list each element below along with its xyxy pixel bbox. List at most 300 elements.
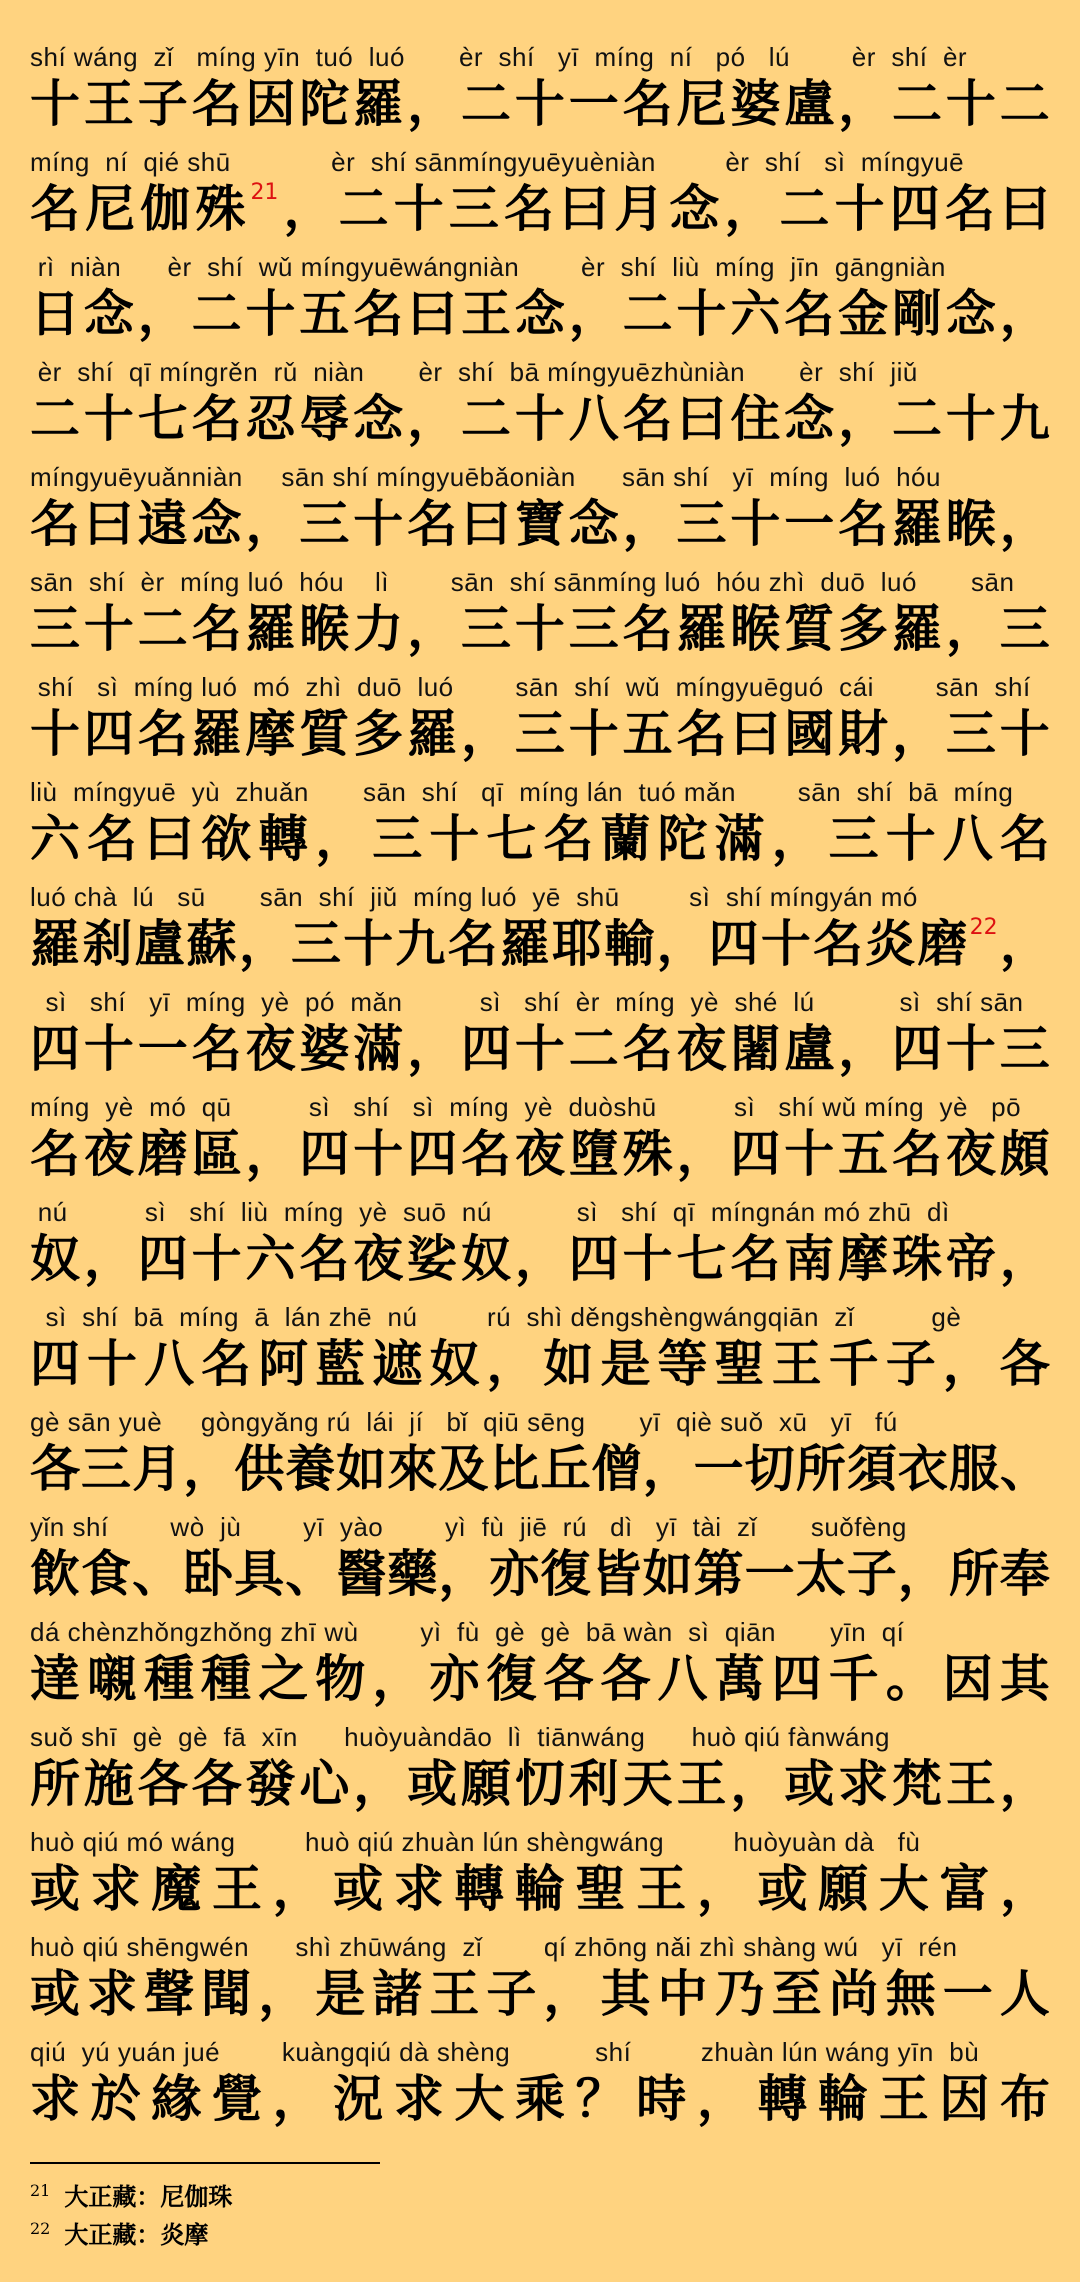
hanzi-char: 七 xyxy=(137,390,188,448)
pinyin-row: shí wáng zǐ míng yīn tuó luó èr shí yī míng ní pó lú èr shí èr xyxy=(30,42,968,72)
hanzi-char: 太 xyxy=(795,1545,846,1603)
hanzi-char: 名 xyxy=(191,1020,242,1078)
hanzi-char: 磨 xyxy=(917,915,968,973)
hanzi-char: 千 xyxy=(828,1335,879,1393)
hanzi-char: ， xyxy=(945,600,996,658)
hanzi-char: 是 xyxy=(600,1335,651,1393)
hanzi-char: 七 xyxy=(676,1230,727,1288)
footnote-marker[interactable]: 21 xyxy=(250,180,279,205)
text-line xyxy=(30,250,1050,355)
hanzi-row xyxy=(30,1964,1050,2024)
hanzi-char: 各 xyxy=(30,1440,80,1498)
pinyin-row: rì niàn èr shí wǔ míngyuēwángniàn èr shí liù míng jīn gāngniàn xyxy=(30,252,946,282)
hanzi-char: 十 xyxy=(760,915,811,973)
text-line xyxy=(30,355,1050,460)
hanzi-char: 二 xyxy=(137,600,188,658)
hanzi-char: 滿 xyxy=(714,810,765,868)
hanzi-char: 等 xyxy=(657,1335,708,1393)
hanzi-char: 曰 xyxy=(559,180,610,238)
hanzi-char: 寶 xyxy=(514,495,565,553)
hanzi-char: 轉 xyxy=(258,810,309,868)
hanzi-char: 羅 xyxy=(892,495,942,553)
hanzi-char: 金 xyxy=(838,285,889,343)
hanzi-char: 四 xyxy=(730,1125,781,1183)
hanzi-char: 所 xyxy=(30,1755,80,1813)
hanzi-char: 九 xyxy=(999,390,1050,448)
hanzi-char: 王 xyxy=(429,1965,480,2023)
hanzi-char: 羅 xyxy=(353,75,404,133)
hanzi-row xyxy=(30,1124,1050,1184)
hanzi-char: 二 xyxy=(461,390,511,448)
hanzi-row xyxy=(30,74,1050,134)
hanzi-char: 食 xyxy=(81,1545,132,1603)
hanzi-char: 質 xyxy=(784,600,835,658)
hanzi-char: 念 xyxy=(568,495,619,553)
hanzi-char: 三 xyxy=(828,810,879,868)
hanzi-char: 質 xyxy=(299,705,350,763)
footnotes xyxy=(30,2172,630,2248)
hanzi-char: 睺 xyxy=(730,600,781,658)
hanzi-char: 因 xyxy=(942,1650,993,1708)
hanzi-char: 墮 xyxy=(568,1125,619,1183)
footnote-item xyxy=(30,2172,630,2210)
text-line xyxy=(30,880,1050,985)
hanzi-char: 王 xyxy=(461,285,511,343)
footnote-number: 21 xyxy=(30,2181,51,2200)
hanzi-char: 四 xyxy=(299,1125,350,1183)
hanzi-char: 亦 xyxy=(429,1650,480,1708)
hanzi-char: 盧 xyxy=(134,915,185,973)
hanzi-char: ， xyxy=(642,1440,693,1498)
hanzi-char: 各 xyxy=(600,1650,651,1708)
hanzi-char: 五 xyxy=(299,285,350,343)
hanzi-char: 名 xyxy=(201,1335,252,1393)
text-line xyxy=(30,1510,1050,1615)
text-line xyxy=(30,1300,1050,1405)
hanzi-char: 曰 xyxy=(144,810,195,868)
hanzi-row xyxy=(30,1229,1050,1289)
hanzi-char: 十 xyxy=(191,1230,242,1288)
hanzi-char: 卧 xyxy=(183,1545,234,1603)
hanzi-char: ， xyxy=(999,1755,1050,1813)
hanzi-char: 名 xyxy=(87,810,138,868)
hanzi-char: 於 xyxy=(90,2070,141,2128)
hanzi-char: 奴 xyxy=(461,1230,511,1288)
hanzi-char: 利 xyxy=(568,1755,619,1813)
hanzi-char: 名 xyxy=(999,810,1050,868)
hanzi-row xyxy=(30,284,1050,344)
hanzi-char: 十 xyxy=(514,600,565,658)
hanzi-char: 阿 xyxy=(258,1335,309,1393)
pinyin-row: míngyuēyuǎnniàn sān shí míngyuēbǎoniàn sān shí yī míng luó hóu xyxy=(30,462,941,492)
hanzi-char: ， xyxy=(942,1335,993,1393)
hanzi-row xyxy=(30,1019,1050,1079)
hanzi-char: 輸 xyxy=(604,915,655,973)
hanzi-char: 婆 xyxy=(299,1020,350,1078)
hanzi-char: ， xyxy=(407,75,458,133)
hanzi-char: 名 xyxy=(191,75,242,133)
hanzi-char: 如 xyxy=(543,1335,594,1393)
hanzi-char: 願 xyxy=(461,1755,511,1813)
hanzi-char: ， xyxy=(407,1020,458,1078)
hanzi-char: 三 xyxy=(999,1020,1050,1078)
hanzi-char: ， xyxy=(83,1230,134,1288)
hanzi-char: ， xyxy=(407,600,458,658)
hanzi-char: 陀 xyxy=(657,810,708,868)
pinyin-row: míng yè mó qū sì shí sì míng yè duòshū sì shí wǔ míng yè pō xyxy=(30,1092,1022,1122)
hanzi-char: 珠 xyxy=(892,1230,942,1288)
hanzi-char: 忍 xyxy=(245,390,296,448)
hanzi-char: 念 xyxy=(353,390,404,448)
hanzi-char: 聖 xyxy=(714,1335,765,1393)
hanzi-char: 各 xyxy=(543,1650,594,1708)
hanzi-char: 三 xyxy=(999,600,1050,658)
hanzi-row xyxy=(30,809,1050,869)
hanzi-char: 摩 xyxy=(245,705,296,763)
hanzi-char: 其 xyxy=(600,1965,651,2023)
hanzi-char: 千 xyxy=(828,1650,879,1708)
hanzi-char: 帝 xyxy=(945,1230,996,1288)
hanzi-char: 頗 xyxy=(999,1125,1050,1183)
hanzi-char: 聲 xyxy=(144,1965,195,2023)
hanzi-char: 二 xyxy=(461,75,511,133)
hanzi-char: 是 xyxy=(315,1965,366,2023)
hanzi-char: 十 xyxy=(999,705,1050,763)
hanzi-char: 十 xyxy=(343,915,394,973)
hanzi-char: 王 xyxy=(83,75,134,133)
hanzi-char: 四 xyxy=(889,180,940,238)
pinyin-row: sì shí bā míng ā lán zhē nú rú shì děngshèngwángqiān zǐ gè xyxy=(30,1302,962,1332)
pinyin-row: míng ní qié shū èr shí sānmíngyuēyuèniàn èr shí sì míngyuē xyxy=(30,147,965,177)
hanzi-char: 皆 xyxy=(591,1545,642,1603)
hanzi-char: ， xyxy=(999,915,1050,973)
hanzi-char: 名 xyxy=(30,495,80,553)
hanzi-char: 十 xyxy=(87,1335,138,1393)
hanzi-row xyxy=(30,179,1050,239)
hanzi-char: 三 xyxy=(514,705,565,763)
hanzi-char: 來 xyxy=(387,1440,438,1498)
hanzi-char: ， xyxy=(656,915,707,973)
hanzi-char: 住 xyxy=(730,390,781,448)
hanzi-char: 四 xyxy=(30,1335,80,1393)
hanzi-char: 念 xyxy=(784,390,835,448)
hanzi-char: 因 xyxy=(245,75,296,133)
hanzi-char: 萬 xyxy=(714,1650,765,1708)
hanzi-char: 八 xyxy=(568,390,619,448)
hanzi-char: 種 xyxy=(144,1650,195,1708)
text-line xyxy=(30,1090,1050,1195)
hanzi-char: 各 xyxy=(191,1755,242,1813)
hanzi-char: 醫 xyxy=(336,1545,387,1603)
hanzi-row xyxy=(30,1439,1050,1499)
hanzi-char: ， xyxy=(568,285,619,343)
pinyin-row: shí sì míng luó mó zhì duō luó sān shí wǔ míngyuēguó cái sān shí xyxy=(30,672,1031,702)
hanzi-char: 王 xyxy=(636,1860,687,1918)
hanzi-char: 之 xyxy=(258,1650,309,1708)
hanzi-char: 乘 xyxy=(515,2070,565,2128)
hanzi-char: 物 xyxy=(315,1650,366,1708)
hanzi-char: 羅 xyxy=(30,915,80,973)
hanzi-char: 十 xyxy=(945,1020,996,1078)
hanzi-char: ， xyxy=(999,285,1050,343)
hanzi-char: 多 xyxy=(838,600,889,658)
hanzi-char: 大 xyxy=(878,1860,929,1918)
hanzi-char: 心 xyxy=(299,1755,350,1813)
hanzi-char: 十 xyxy=(784,1125,835,1183)
hanzi-char: 切 xyxy=(744,1440,795,1498)
hanzi-char: 盧 xyxy=(784,1020,835,1078)
footnote-number: 22 xyxy=(30,2219,51,2238)
hanzi-char: 尼 xyxy=(676,75,727,133)
hanzi-char: 八 xyxy=(144,1335,195,1393)
hanzi-char: 或 xyxy=(30,1860,80,1918)
hanzi-char: 、 xyxy=(285,1545,336,1603)
hanzi-char: 名 xyxy=(461,1125,511,1183)
hanzi-char: 盧 xyxy=(784,75,835,133)
hanzi-char: 九 xyxy=(395,915,446,973)
hanzi-char: ， xyxy=(543,1965,594,2023)
hanzi-char: 奴 xyxy=(30,1230,80,1288)
pinyin-row: èr shí qī míngrěn rǔ niàn èr shí bā míngyuēzhùniàn èr shí jiǔ xyxy=(30,357,918,387)
hanzi-char: 十 xyxy=(885,810,936,868)
hanzi-char: 四 xyxy=(461,1020,511,1078)
hanzi-char: ， xyxy=(438,1545,489,1603)
hanzi-char: 羅 xyxy=(191,705,242,763)
hanzi-char: 遮 xyxy=(372,1335,423,1393)
hanzi-char: 一 xyxy=(784,495,835,553)
text-line xyxy=(30,145,1050,250)
hanzi-char: 藥 xyxy=(387,1545,438,1603)
hanzi-char: ， xyxy=(838,75,889,133)
hanzi-char: 王 xyxy=(878,2070,929,2128)
hanzi-char: ， xyxy=(245,1125,296,1183)
hanzi-char: 二 xyxy=(892,75,942,133)
hanzi-char: 轉 xyxy=(757,2070,808,2128)
hanzi-char: 中 xyxy=(657,1965,708,2023)
hanzi-char: 夜 xyxy=(945,1125,996,1183)
pinyin-row: nú sì shí liù míng yè suō nú sì shí qī míngnán mó zhū dì xyxy=(30,1197,950,1227)
hanzi-char: 各 xyxy=(999,1335,1050,1393)
hanzi-char: 財 xyxy=(838,705,889,763)
hanzi-char: 人 xyxy=(999,1965,1050,2023)
hanzi-char: 國 xyxy=(784,705,835,763)
hanzi-char: ， xyxy=(514,1230,565,1288)
hanzi-char: 十 xyxy=(514,75,565,133)
hanzi-char: 種 xyxy=(201,1650,252,1708)
hanzi-char: 夜 xyxy=(676,1020,727,1078)
hanzi-char: 四 xyxy=(407,1125,458,1183)
hanzi-char: 十 xyxy=(353,1125,404,1183)
hanzi-char: 王 xyxy=(211,1860,262,1918)
hanzi-char: 梵 xyxy=(892,1755,942,1813)
hanzi-char: ， xyxy=(676,1125,727,1183)
hanzi-char: ， xyxy=(407,390,458,448)
pinyin-row: huò qiú shēngwén shì zhūwáng zǐ qí zhōng nǎi zhì shàng wú yī rén xyxy=(30,1932,958,1962)
hanzi-char: 曰 xyxy=(676,390,727,448)
hanzi-char: 曰 xyxy=(999,180,1050,238)
hanzi-char: 如 xyxy=(642,1545,693,1603)
hanzi-char: ， xyxy=(892,705,942,763)
hanzi-char: 夜 xyxy=(353,1230,404,1288)
hanzi-char: 聖 xyxy=(575,1860,626,1918)
hanzi-char: 求 xyxy=(393,2070,444,2128)
hanzi-char: 遠 xyxy=(137,495,188,553)
hanzi-char: 具 xyxy=(234,1545,285,1603)
hanzi-char: ， xyxy=(183,1440,234,1498)
hanzi-char: 四 xyxy=(892,1020,942,1078)
hanzi-char: 二 xyxy=(191,285,242,343)
hanzi-char: 或 xyxy=(407,1755,458,1813)
footnote-text: 大正藏：炎摩 xyxy=(64,2220,209,2249)
hanzi-char: 僧 xyxy=(591,1440,642,1498)
hanzi-char: ， xyxy=(258,1965,309,2023)
hanzi-char: ， xyxy=(238,915,289,973)
footnote-text: 大正藏：尼伽珠 xyxy=(64,2182,233,2211)
hanzi-char: 一 xyxy=(693,1440,744,1498)
hanzi-char: ， xyxy=(315,810,366,868)
hanzi-char: 七 xyxy=(486,810,537,868)
pinyin-row: suǒ shī gè gè fā xīn huòyuàndāo lì tiānwáng huò qiú fànwáng xyxy=(30,1722,890,1752)
hanzi-char: 三 xyxy=(30,600,80,658)
hanzi-char: 或 xyxy=(757,1860,808,1918)
hanzi-char: 布 xyxy=(1000,2070,1050,2128)
hanzi-char: 養 xyxy=(285,1440,336,1498)
hanzi-char: 念 xyxy=(514,285,565,343)
text-line xyxy=(30,1405,1050,1510)
hanzi-char: 四 xyxy=(708,915,759,973)
hanzi-char: 十 xyxy=(514,390,565,448)
hanzi-char: 一 xyxy=(744,1545,795,1603)
hanzi-row xyxy=(30,1544,1050,1604)
hanzi-char: 名 xyxy=(892,1125,942,1183)
hanzi-char: 三 xyxy=(448,180,499,238)
hanzi-char: 念 xyxy=(669,180,720,238)
footnote-marker[interactable]: 22 xyxy=(969,915,998,940)
hanzi-char: 名 xyxy=(191,600,242,658)
hanzi-char: 南 xyxy=(784,1230,835,1288)
text-line xyxy=(30,460,1050,565)
hanzi-char: 名 xyxy=(838,495,889,553)
hanzi-char: 耶 xyxy=(552,915,603,973)
hanzi-char: 磨 xyxy=(137,1125,188,1183)
hanzi-char: 曰 xyxy=(407,285,458,343)
hanzi-char: 剛 xyxy=(892,285,942,343)
hanzi-char: 四 xyxy=(137,1230,188,1288)
hanzi-char: 大 xyxy=(454,2070,505,2128)
text-line xyxy=(30,1195,1050,1300)
hanzi-char: 十 xyxy=(30,705,80,763)
hanzi-char: 月 xyxy=(614,180,665,238)
hanzi-char: 陀 xyxy=(299,75,350,133)
hanzi-char: 十 xyxy=(429,810,480,868)
hanzi-char: ， xyxy=(838,390,889,448)
hanzi-char: 多 xyxy=(353,705,404,763)
hanzi-char: 十 xyxy=(30,75,80,133)
hanzi-char: 名 xyxy=(30,180,80,238)
text-line xyxy=(30,2035,1050,2140)
hanzi-char: 、 xyxy=(999,1440,1050,1498)
hanzi-char: 蘇 xyxy=(186,915,237,973)
hanzi-char: 至 xyxy=(771,1965,822,2023)
hanzi-char: 十 xyxy=(945,390,996,448)
hanzi-char: 十 xyxy=(83,1020,134,1078)
hanzi-char: 十 xyxy=(945,75,996,133)
hanzi-char: 比 xyxy=(489,1440,540,1498)
hanzi-char: ， xyxy=(730,1755,781,1813)
hanzi-char: 欲 xyxy=(201,810,252,868)
hanzi-char: 四 xyxy=(771,1650,822,1708)
hanzi-char: ， xyxy=(283,180,334,238)
hanzi-char: ， xyxy=(897,1545,948,1603)
hanzi-char: 輪 xyxy=(515,1860,565,1918)
hanzi-char: ， xyxy=(771,810,822,868)
hanzi-char: 子 xyxy=(137,75,188,133)
hanzi-char: 求 xyxy=(30,2070,80,2128)
hanzi-char: 六 xyxy=(30,810,80,868)
footnote-item xyxy=(30,2210,630,2248)
hanzi-char: 供 xyxy=(234,1440,285,1498)
hanzi-char: 夜 xyxy=(83,1125,134,1183)
hanzi-char: 王 xyxy=(771,1335,822,1393)
hanzi-char: 羅 xyxy=(892,600,942,658)
hanzi-char: 無 xyxy=(885,1965,936,2023)
pinyin-row: yǐn shí wò jù yī yào yì fù jiē rú dì yī tài zǐ suǒfèng xyxy=(30,1512,907,1542)
hanzi-char: ， xyxy=(486,1335,537,1393)
hanzi-row xyxy=(30,1754,1050,1814)
hanzi-char: 名 xyxy=(543,810,594,868)
hanzi-char: 轉 xyxy=(454,1860,505,1918)
hanzi-char: 所 xyxy=(948,1545,999,1603)
hanzi-char: 或 xyxy=(784,1755,835,1813)
hanzi-char: 、 xyxy=(132,1545,183,1603)
hanzi-char: 一 xyxy=(137,1020,188,1078)
footnote-divider xyxy=(30,2162,380,2164)
hanzi-char: 滿 xyxy=(353,1020,404,1078)
hanzi-char: 名 xyxy=(622,1020,673,1078)
hanzi-char: 力 xyxy=(353,600,404,658)
hanzi-row xyxy=(30,704,1050,764)
hanzi-char: 六 xyxy=(245,1230,296,1288)
hanzi-row xyxy=(30,1334,1050,1394)
hanzi-char: 六 xyxy=(730,285,781,343)
hanzi-char: 子 xyxy=(486,1965,537,2023)
hanzi-char: 乃 xyxy=(714,1965,765,2023)
hanzi-char: 夜 xyxy=(245,1020,296,1078)
hanzi-char: 三 xyxy=(568,600,619,658)
hanzi-char: 蘭 xyxy=(600,810,651,868)
text-line xyxy=(30,1825,1050,1930)
hanzi-char: 曰 xyxy=(461,495,511,553)
hanzi-char: 或 xyxy=(333,1860,384,1918)
hanzi-char: 念 xyxy=(83,285,134,343)
hanzi-char: 娑 xyxy=(407,1230,458,1288)
hanzi-char: 十 xyxy=(622,1230,673,1288)
hanzi-char: 刹 xyxy=(82,915,133,973)
hanzi-char: 名 xyxy=(191,390,242,448)
hanzi-char: 求 xyxy=(838,1755,889,1813)
hanzi-char: ， xyxy=(724,180,775,238)
hanzi-char: 一 xyxy=(568,75,619,133)
hanzi-char: 天 xyxy=(622,1755,673,1813)
hanzi-char: 子 xyxy=(885,1335,936,1393)
hanzi-char: 摩 xyxy=(838,1230,889,1288)
hanzi-row xyxy=(30,1859,1050,1919)
hanzi-char: 名 xyxy=(447,915,498,973)
hanzi-char: 羅 xyxy=(407,705,458,763)
hanzi-char: 緣 xyxy=(151,2070,202,2128)
hanzi-char: 五 xyxy=(838,1125,889,1183)
hanzi-char: 求 xyxy=(87,1965,138,2023)
